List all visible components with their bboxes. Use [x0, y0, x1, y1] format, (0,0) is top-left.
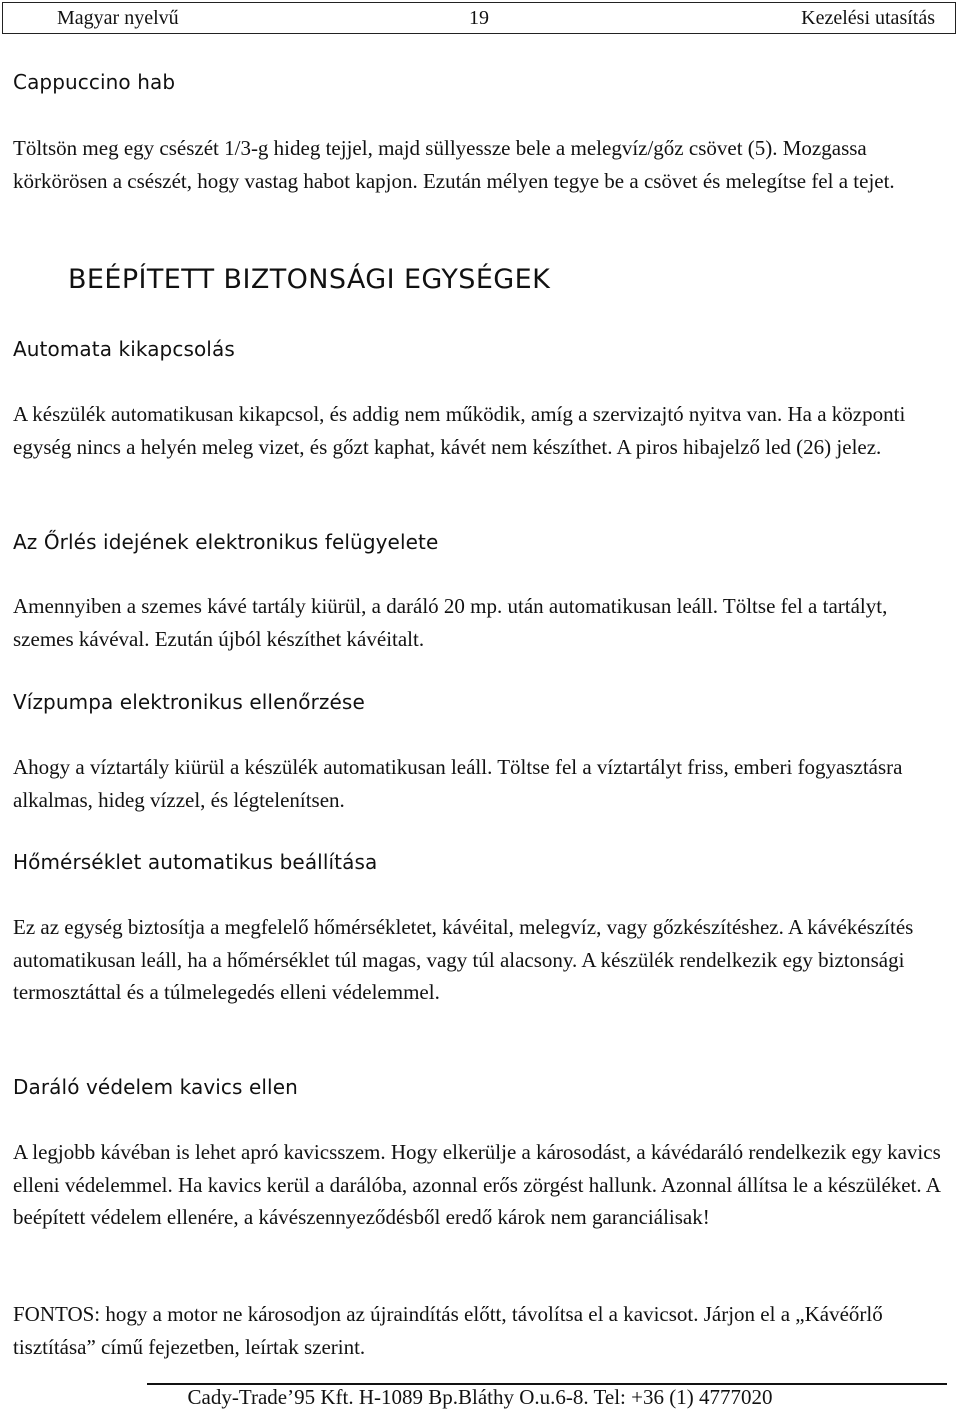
main-heading-safety-units: BEÉPÍTETT BIZTONSÁGI EGYSÉGEK — [68, 264, 551, 295]
section-title-grinder-protection: Daráló védelem kavics ellen — [13, 1075, 298, 1099]
page-header — [2, 2, 956, 34]
header-page-number: 19 — [469, 6, 489, 29]
paragraph-temperature: Ez az egység biztosítja a megfelelő hőmérsékletet, kávéital, melegvíz, vagy gőzkészítéshez. A kávékészítés automatikusan leáll, ha a hőmérséklet túl magas, vagy túl alacsony. A készülék rendelkezik egy biztonsági termosztáttal és a túlmelegedés elleni védelemmel. — [13, 915, 914, 1004]
paragraph-pump-check: Ahogy a víztartály kiürül a készülék automatikusan leáll. Töltse fel a víztartályt friss, emberi fogyasztásra alkalmas, hideg vízzel, és légtelenítsen. — [13, 755, 903, 812]
header-doc-title: Kezelési utasítás — [801, 6, 935, 29]
paragraph-cappuccino: Töltsön meg egy csészét 1/3-g hideg tejjel, majd süllyessze bele a melegvíz/gőz csövet (5). Mozgassa körkörösen a csészét, hogy vastag habot kapjon. Ezután mélyen tegye be a csövet és melegítse fel a tejet. — [13, 136, 895, 193]
section-title-cappuccino: Cappuccino hab — [13, 70, 176, 94]
section-title-grind-monitor: Az Őrlés idejének elektronikus felügyelete — [13, 530, 439, 554]
page-footer: Cady-Trade’95 Kft. H-1089 Bp.Bláthy O.u.6-8. Tel: +36 (1) 4777020 — [187, 1385, 773, 1409]
section-title-auto-off: Automata kikapcsolás — [13, 337, 235, 361]
section-title-temperature: Hőmérséklet automatikus beállítása — [13, 850, 378, 874]
paragraph-grind-monitor: Amennyiben a szemes kávé tartály kiürül, a daráló 20 mp. után automatikusan leáll. Töltse fel a tartályt, szemes kávéval. Ezután újból készíthet kávéitalt. — [13, 594, 888, 651]
header-language: Magyar nyelvű — [57, 6, 179, 29]
paragraph-auto-off: A készülék automatikusan kikapcsol, és addig nem működik, amíg a szervizajtó nyitva van. Ha a központi egység nincs a helyén meleg vizet, és gőzt kaphat, kávét nem készíthet. A piros hibajelző led (26) jelez. — [13, 402, 906, 459]
paragraph-important: FONTOS: hogy a motor ne károsodjon az újraindítás előtt, távolítsa el a kavicsot. Járjon el a „Kávéőrlő tisztítása” című fejezetben, leírtak szerint. — [13, 1302, 883, 1359]
section-title-pump-check: Vízpumpa elektronikus ellenőrzése — [13, 690, 365, 714]
paragraph-grinder-protection: A legjobb kávéban is lehet apró kavicsszem. Hogy elkerülje a károsodást, a kávédaráló rendelkezik egy kavics elleni védelemmel. Ha kavics kerül a darálóba, azonnal erős zörgést hallunk. Azonnal állítsa le a készüléket. A beépített védelem ellenére, a kávészennyeződésből eredő károk nem garanciálisak! — [13, 1140, 941, 1229]
